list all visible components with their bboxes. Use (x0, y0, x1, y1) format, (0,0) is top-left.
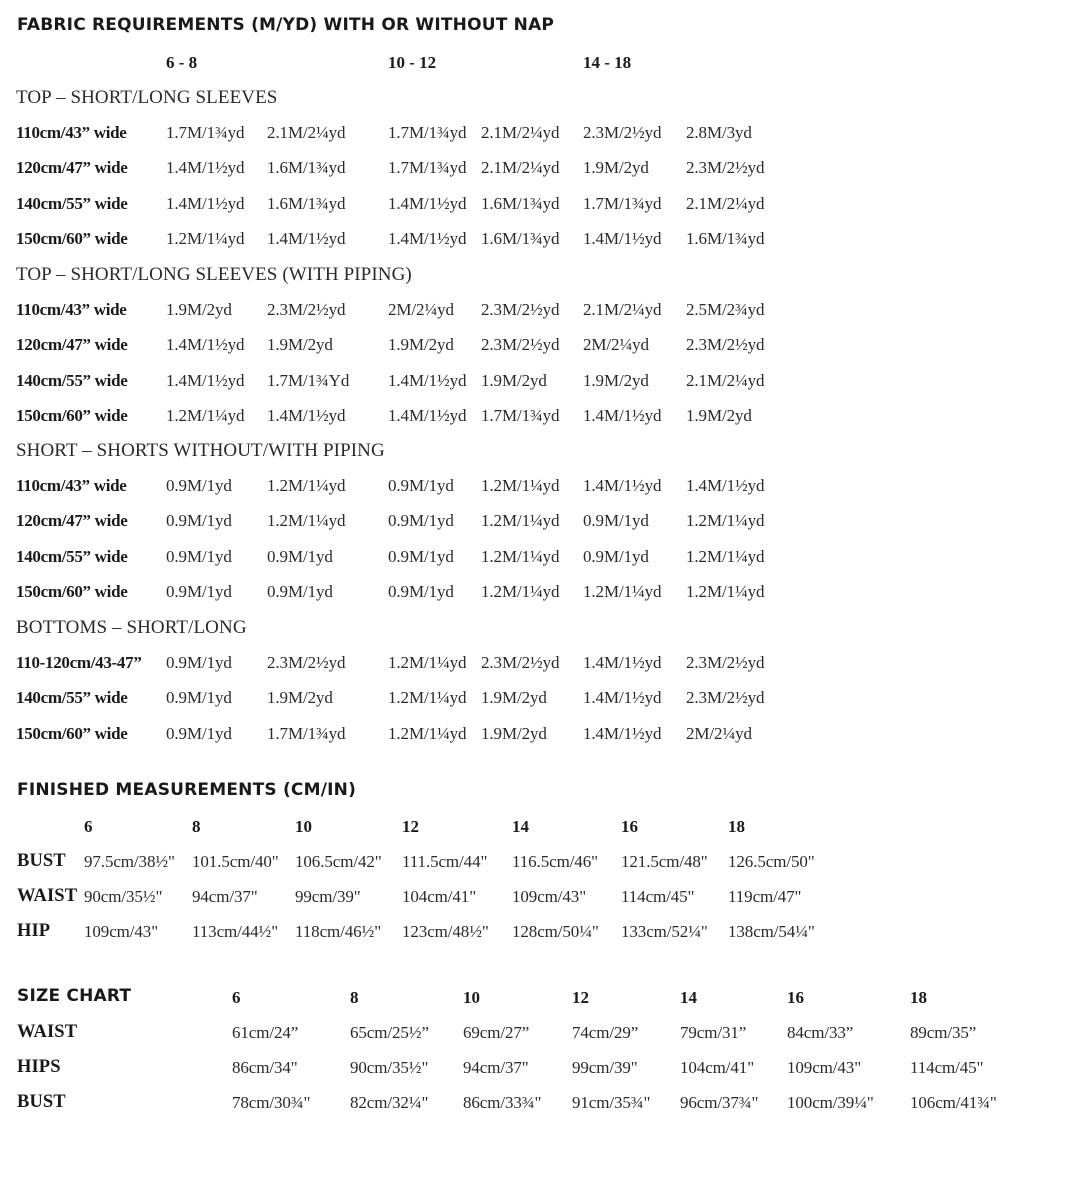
measurement-cell: 119cm/47" (728, 887, 802, 906)
fabric-amount-cell: 0.9M/1yd (583, 546, 649, 566)
measurement-cell: 104cm/41" (402, 887, 477, 906)
fabric-amount-cell: 1.4M/1½yd (583, 723, 662, 743)
fabric-amount-cell: 1.2M/1¼yd (481, 546, 560, 566)
fabric-amount-cell: 2.1M/2¼yd (686, 193, 765, 213)
section-title: SHORT – SHORTS WITHOUT/WITH PIPING (16, 440, 385, 461)
size-group-10-12: 10 - 12 (388, 53, 437, 72)
fabric-amount-cell: 1.9M/2yd (267, 688, 333, 708)
fabric-amount-cell: 1.4M/1½yd (583, 653, 662, 672)
fabric-amount-cell: 1.7M/1¾yd (583, 193, 662, 213)
measurement-cell: 101.5cm/40" (192, 852, 279, 871)
size-column-header: 12 (572, 988, 589, 1007)
measurement-label: HIP (17, 921, 51, 941)
fabric-amount-cell: 1.6M/1¾yd (267, 193, 346, 213)
fabric-amount-cell: 2.3M/2½yd (686, 653, 765, 672)
fabric-amount-cell: 2M/2¼yd (388, 300, 454, 319)
fabric-amount-cell: 1.9M/2yd (686, 405, 752, 425)
body-measurement-cell: 90cm/35½" (350, 1058, 429, 1077)
fabric-width-label: 150cm/60” wide (16, 723, 128, 743)
section-title: TOP – SHORT/LONG SLEEVES (16, 87, 278, 108)
fabric-amount-cell: 1.2M/1¼yd (388, 653, 467, 672)
fabric-amount-cell: 1.2M/1¼yd (481, 581, 560, 601)
body-measurement-cell: 100cm/39¼" (787, 1093, 874, 1112)
measurement-cell: 114cm/45" (621, 887, 695, 906)
fabric-amount-cell: 1.7M/1¾yd (267, 723, 346, 743)
fabric-width-label: 120cm/47” wide (16, 511, 128, 531)
fabric-amount-cell: 1.4M/1½yd (267, 405, 346, 425)
fabric-amount-cell: 2.3M/2½yd (267, 653, 346, 672)
fabric-amount-cell: 1.4M/1½yd (583, 688, 662, 708)
measurement-cell: 109cm/43" (512, 887, 587, 906)
fabric-amount-cell: 1.4M/1½yd (166, 370, 245, 390)
measurement-cell: 94cm/37" (192, 887, 258, 906)
size-column-header: 18 (910, 988, 927, 1007)
fabric-amount-cell: 1.7M/1¾yd (166, 123, 245, 142)
finished-measurements-heading: FINISHED MEASUREMENTS (CM/IN) (17, 780, 357, 800)
fabric-width-label: 140cm/55” wide (16, 688, 128, 708)
size-group-6-8: 6 - 8 (166, 53, 198, 72)
body-measurement-cell: 82cm/32¼" (350, 1093, 429, 1112)
fabric-width-label: 120cm/47” wide (16, 158, 128, 178)
measurement-cell: 109cm/43" (84, 922, 159, 941)
fabric-amount-cell: 2.5M/2¾yd (686, 300, 765, 319)
measurement-cell: 106.5cm/42" (295, 852, 382, 871)
body-measurement-cell: 106cm/41¾" (910, 1093, 997, 1112)
fabric-amount-cell: 1.2M/1¼yd (686, 546, 765, 566)
measurement-cell: 99cm/39" (295, 887, 361, 906)
fabric-width-label: 150cm/60” wide (16, 581, 128, 601)
body-measurement-cell: 109cm/43" (787, 1058, 862, 1077)
fabric-amount-cell: 1.4M/1½yd (388, 405, 467, 425)
fabric-amount-cell: 1.7M/1¾Yd (267, 370, 350, 390)
size-column-header: 12 (402, 817, 419, 836)
fabric-width-label: 140cm/55” wide (16, 370, 128, 390)
fabric-amount-cell: 1.4M/1½yd (388, 193, 467, 213)
fabric-amount-cell: 2.3M/2½yd (686, 158, 765, 178)
size-column-header: 6 (84, 817, 93, 836)
fabric-amount-cell: 2.8M/3yd (686, 123, 752, 142)
body-measurement-cell: 91cm/35¾" (572, 1093, 651, 1112)
size-column-header: 16 (787, 988, 804, 1007)
fabric-width-label: 140cm/55” wide (16, 546, 128, 566)
measurement-label: WAIST (17, 886, 78, 906)
size-column-header: 6 (232, 988, 241, 1007)
size-chart-heading: SIZE CHART (17, 986, 132, 1006)
fabric-amount-cell: 1.2M/1¼yd (166, 405, 245, 425)
measurement-cell: 97.5cm/38½" (84, 852, 175, 871)
body-measurement-cell: 84cm/33” (787, 1023, 854, 1042)
body-measurement-cell: 114cm/45" (910, 1058, 984, 1077)
fabric-amount-cell: 1.2M/1¼yd (166, 228, 245, 248)
section-title: TOP – SHORT/LONG SLEEVES (WITH PIPING) (16, 264, 412, 285)
fabric-width-label: 110cm/43” wide (16, 123, 127, 142)
fabric-amount-cell: 1.2M/1¼yd (686, 581, 765, 601)
body-measurement-label: BUST (17, 1092, 66, 1112)
size-column-header: 18 (728, 817, 745, 836)
fabric-amount-cell: 1.4M/1½yd (166, 335, 245, 355)
fabric-amount-cell: 0.9M/1yd (166, 476, 232, 495)
fabric-amount-cell: 1.2M/1¼yd (481, 476, 560, 495)
fabric-amount-cell: 1.2M/1¼yd (388, 688, 467, 708)
fabric-amount-cell: 0.9M/1yd (267, 546, 333, 566)
fabric-amount-cell: 1.9M/2yd (267, 335, 333, 355)
fabric-amount-cell: 1.4M/1½yd (686, 476, 765, 495)
size-column-header: 16 (621, 817, 638, 836)
measurement-cell: 133cm/52¼" (621, 922, 708, 941)
measurement-label: BUST (17, 851, 66, 871)
fabric-amount-cell: 1.4M/1½yd (166, 158, 245, 178)
fabric-amount-cell: 2.3M/2½yd (481, 300, 560, 319)
size-column-header: 10 (295, 817, 312, 836)
fabric-amount-cell: 0.9M/1yd (166, 723, 232, 743)
fabric-amount-cell: 0.9M/1yd (388, 546, 454, 566)
measurement-cell: 111.5cm/44" (402, 852, 488, 871)
fabric-amount-cell: 1.4M/1½yd (583, 476, 662, 495)
fabric-amount-cell: 1.6M/1¾yd (481, 193, 560, 213)
fabric-width-label: 120cm/47” wide (16, 335, 128, 355)
fabric-amount-cell: 2.1M/2¼yd (583, 300, 662, 319)
fabric-amount-cell: 1.6M/1¾yd (686, 228, 765, 248)
body-measurement-cell: 61cm/24” (232, 1023, 299, 1042)
fabric-width-label: 150cm/60” wide (16, 405, 128, 425)
body-measurement-cell: 78cm/30¾" (232, 1093, 311, 1112)
fabric-amount-cell: 1.4M/1½yd (388, 370, 467, 390)
fabric-amount-cell: 2.3M/2½yd (583, 123, 662, 142)
measurement-cell: 128cm/50¼" (512, 922, 599, 941)
measurement-cell: 126.5cm/50" (728, 852, 815, 871)
fabric-amount-cell: 0.9M/1yd (166, 511, 232, 531)
body-measurement-label: WAIST (17, 1022, 78, 1042)
fabric-amount-cell: 0.9M/1yd (166, 546, 232, 566)
fabric-amount-cell: 1.2M/1¼yd (267, 476, 346, 495)
fabric-width-label: 110-120cm/43-47” (16, 653, 142, 672)
fabric-amount-cell: 2.3M/2½yd (481, 335, 560, 355)
fabric-amount-cell: 1.2M/1¼yd (267, 511, 346, 531)
fabric-amount-cell: 2.3M/2½yd (686, 335, 765, 355)
fabric-amount-cell: 0.9M/1yd (166, 688, 232, 708)
fabric-amount-cell: 2.1M/2¼yd (686, 370, 765, 390)
fabric-amount-cell: 1.2M/1¼yd (686, 511, 765, 531)
body-measurement-cell: 104cm/41" (680, 1058, 755, 1077)
fabric-amount-cell: 2.3M/2½yd (481, 653, 560, 672)
measurement-cell: 113cm/44½" (192, 922, 279, 941)
fabric-amount-cell: 1.9M/2yd (388, 335, 454, 355)
body-measurement-cell: 99cm/39" (572, 1058, 638, 1077)
fabric-width-label: 150cm/60” wide (16, 228, 128, 248)
fabric-amount-cell: 2.1M/2¼yd (481, 123, 560, 142)
fabric-amount-cell: 1.4M/1½yd (388, 228, 467, 248)
fabric-amount-cell: 1.9M/2yd (583, 158, 649, 178)
fabric-amount-cell: 0.9M/1yd (166, 653, 232, 672)
body-measurement-cell: 89cm/35” (910, 1023, 977, 1042)
body-measurement-cell: 79cm/31” (680, 1023, 747, 1042)
fabric-requirements-heading: FABRIC REQUIREMENTS (M/YD) WITH OR WITHOUT NAP (17, 15, 555, 35)
fabric-amount-cell: 2.3M/2½yd (686, 688, 765, 708)
fabric-amount-cell: 1.9M/2yd (481, 723, 547, 743)
size-column-header: 14 (680, 988, 697, 1007)
fabric-amount-cell: 2.1M/2¼yd (267, 123, 346, 142)
fabric-amount-cell: 1.9M/2yd (583, 370, 649, 390)
fabric-amount-cell: 1.4M/1½yd (267, 228, 346, 248)
fabric-amount-cell: 1.4M/1½yd (583, 228, 662, 248)
body-measurement-cell: 69cm/27” (463, 1023, 530, 1042)
body-measurement-cell: 86cm/34" (232, 1058, 298, 1077)
fabric-amount-cell: 1.4M/1½yd (583, 405, 662, 425)
size-column-header: 14 (512, 817, 529, 836)
fabric-width-label: 110cm/43” wide (16, 300, 127, 319)
body-measurement-cell: 96cm/37¾" (680, 1093, 759, 1112)
fabric-amount-cell: 1.6M/1¾yd (267, 158, 346, 178)
fabric-amount-cell: 2.3M/2½yd (267, 300, 346, 319)
fabric-amount-cell: 1.9M/2yd (481, 370, 547, 390)
fabric-amount-cell: 2.1M/2¼yd (481, 158, 560, 178)
body-measurement-cell: 94cm/37" (463, 1058, 529, 1077)
fabric-amount-cell: 0.9M/1yd (267, 581, 333, 601)
size-group-14-18: 14 - 18 (583, 53, 632, 72)
fabric-amount-cell: 1.9M/2yd (166, 300, 232, 319)
measurement-cell: 116.5cm/46" (512, 852, 598, 871)
measurement-cell: 90cm/35½" (84, 887, 163, 906)
size-column-header: 8 (350, 988, 359, 1007)
fabric-amount-cell: 0.9M/1yd (166, 581, 232, 601)
measurement-cell: 138cm/54¼" (728, 922, 815, 941)
fabric-amount-cell: 1.2M/1¼yd (388, 723, 467, 743)
fabric-amount-cell: 0.9M/1yd (388, 476, 454, 495)
fabric-amount-cell: 0.9M/1yd (388, 581, 454, 601)
size-column-header: 8 (192, 817, 201, 836)
body-measurement-label: HIPS (17, 1057, 61, 1077)
fabric-width-label: 140cm/55” wide (16, 193, 128, 213)
body-measurement-cell: 86cm/33¾" (463, 1093, 542, 1112)
size-column-header: 10 (463, 988, 480, 1007)
fabric-amount-cell: 0.9M/1yd (388, 511, 454, 531)
fabric-amount-cell: 1.6M/1¾yd (481, 228, 560, 248)
section-title: BOTTOMS – SHORT/LONG (16, 617, 247, 638)
measurement-cell: 123cm/48½" (402, 922, 489, 941)
fabric-amount-cell: 1.4M/1½yd (166, 193, 245, 213)
fabric-amount-cell: 2M/2¼yd (583, 335, 649, 355)
fabric-amount-cell: 1.7M/1¾yd (388, 158, 467, 178)
body-measurement-cell: 74cm/29” (572, 1023, 639, 1042)
fabric-amount-cell: 1.2M/1¼yd (583, 581, 662, 601)
fabric-amount-cell: 1.7M/1¾yd (481, 405, 560, 425)
fabric-amount-cell: 1.2M/1¼yd (481, 511, 560, 531)
fabric-amount-cell: 1.7M/1¾yd (388, 123, 467, 142)
fabric-amount-cell: 2M/2¼yd (686, 723, 752, 743)
fabric-amount-cell: 1.9M/2yd (481, 688, 547, 708)
fabric-width-label: 110cm/43” wide (16, 476, 127, 495)
measurement-cell: 118cm/46½" (295, 922, 382, 941)
body-measurement-cell: 65cm/25½” (350, 1023, 429, 1042)
measurement-cell: 121.5cm/48" (621, 852, 708, 871)
fabric-amount-cell: 0.9M/1yd (583, 511, 649, 531)
